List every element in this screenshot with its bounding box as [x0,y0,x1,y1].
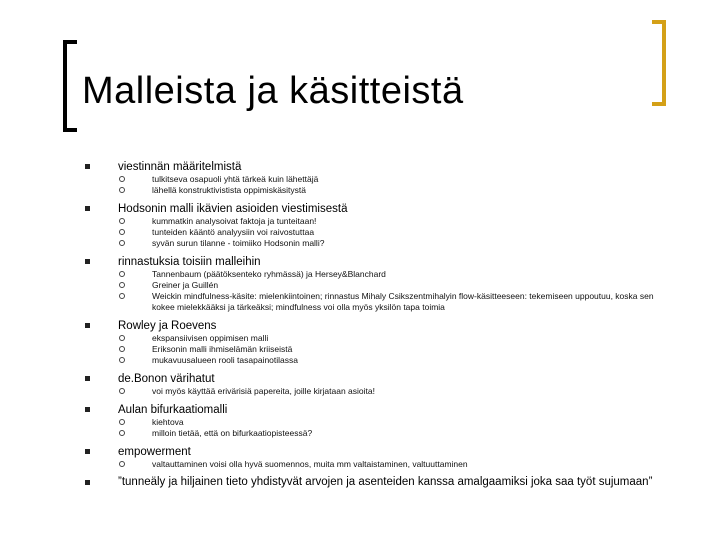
square-bullet-icon [85,376,90,381]
square-bullet-icon [85,449,90,454]
circle-bullet-icon [119,461,125,467]
section-viestinta [0,160,720,196]
sub-list-item: milloin tietää, että on bifurkaatiopisteessä? [0,428,720,439]
left-bracket-decoration [63,40,77,132]
sub-list-item: tunteiden kääntö analyysiin voi raivostuttaa [0,227,720,238]
right-bracket-decoration [652,20,666,106]
list-item: Hodsonin malli ikävien asioiden viestimisestä [0,202,720,216]
section-rowley [0,319,720,366]
section-aula [0,403,720,439]
list-item: rinnastuksia toisiin malleihin [0,255,720,269]
circle-bullet-icon [119,357,125,363]
circle-bullet-icon [119,346,125,352]
square-bullet-icon [85,480,90,485]
slide-content [0,154,720,489]
sub-list-item: syvän surun tilanne - toimiiko Hodsonin malli? [0,238,720,249]
square-bullet-icon [85,206,90,211]
section-rinnastuksia [0,255,720,313]
circle-bullet-icon [119,388,125,394]
slide-title: Malleista ja käsitteistä [82,70,464,112]
sub-list-item: kiehtova [0,417,720,428]
sub-list-item: tulkitseva osapuoli yhtä tärkeä kuin lähettäjä [0,174,720,185]
circle-bullet-icon [119,229,125,235]
sub-list-item: voi myös käyttää erivärisiä papereita, joille kirjataan asioita! [0,386,720,397]
circle-bullet-icon [119,293,125,299]
circle-bullet-icon [119,430,125,436]
sub-list-item: ekspansiivisen oppimisen malli [0,333,720,344]
circle-bullet-icon [119,419,125,425]
square-bullet-icon [85,407,90,412]
circle-bullet-icon [119,271,125,277]
list-item: empowerment [0,445,720,459]
section-tunneaely [0,476,720,489]
circle-bullet-icon [119,218,125,224]
section-debono [0,372,720,397]
sub-list-item: Greiner ja Guillén [0,280,720,291]
list-item: de.Bonon värihatut [0,372,720,386]
square-bullet-icon [85,259,90,264]
square-bullet-icon [85,164,90,169]
list-item: Rowley ja Roevens [0,319,720,333]
sub-list-item: mukavuusalueen rooli tasapainotilassa [0,355,720,366]
sub-list-item: valtauttaminen voisi olla hyvä suomennos, muita mm valtaistaminen, valtuuttaminen [0,459,720,470]
section-hodson [0,202,720,249]
sub-list-item: Tannenbaum (päätöksenteko ryhmässä) ja Hersey&Blanchard [0,269,720,280]
circle-bullet-icon [119,176,125,182]
sub-list-item: kummatkin analysoivat faktoja ja tunteitaan! [0,216,720,227]
list-item: ”tunneäly ja hiljainen tieto yhdistyvät arvojen ja asenteiden kanssa amalgaamiksi joka saa työt sujumaan” [0,476,720,489]
list-item: viestinnän määritelmistä [0,160,720,174]
section-empowerment [0,445,720,470]
square-bullet-icon [85,323,90,328]
circle-bullet-icon [119,187,125,193]
list-item: Aulan bifurkaatiomalli [0,403,720,417]
circle-bullet-icon [119,282,125,288]
sub-list-item: lähellä konstruktivistista oppimiskäsitystä [0,185,720,196]
circle-bullet-icon [119,335,125,341]
sub-list-item: Eriksonin malli ihmiselämän kriiseistä [0,344,720,355]
sub-list-item: Weickin mindfulness-käsite: mielenkiintoinen; rinnastus Mihaly Csikszentmihalyin flow-käsitteeseen: tekemiseen uppoutuu, koska sen kokee mielekkääksi ja tärkeäksi; mindfulness voi olla myös yksilön tapa toimia [0,291,720,313]
circle-bullet-icon [119,240,125,246]
